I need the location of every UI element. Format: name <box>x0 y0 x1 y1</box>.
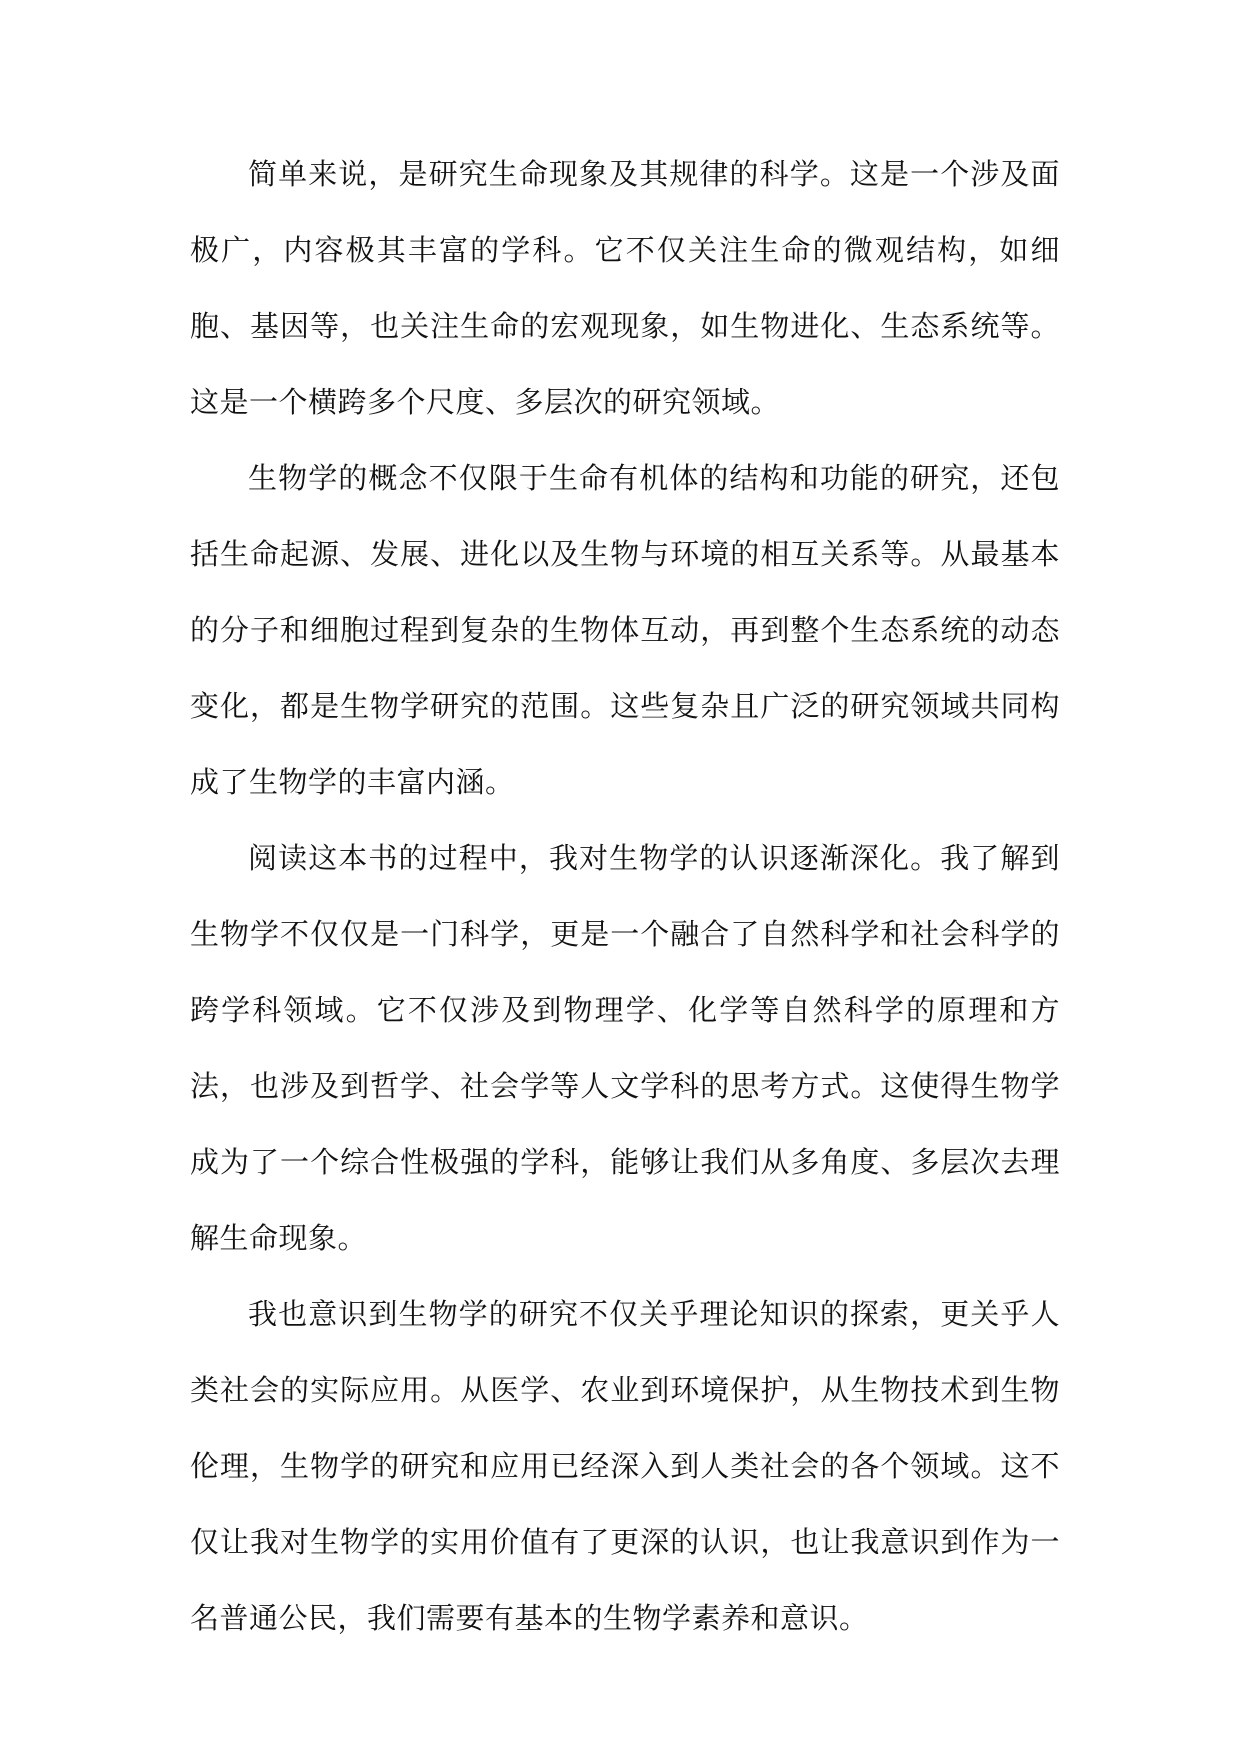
paragraph-3: 阅读这本书的过程中，我对生物学的认识逐渐深化。我了解到生物学不仅仅是一门科学，更是一个融合了自然科学和社会科学的跨学科领域。它不仅涉及到物理学、化学等自然科学的原理和方法，也涉及到哲学、社会学等人文学科的思考方式。这使得生物学成为了一个综合性极强的学科，能够让我们从多角度、多层次去理解生命现象。 <box>190 841 1060 1255</box>
document-body <box>190 136 1060 1656</box>
paragraph-4: 我也意识到生物学的研究不仅关乎理论知识的探索，更关乎人类社会的实际应用。从医学、农业到环境保护，从生物技术到生物伦理，生物学的研究和应用已经深入到人类社会的各个领域。这不仅让我对生物学的实用价值有了更深的认识，也让我意识到作为一名普通公民，我们需要有基本的生物学素养和意识。 <box>190 1297 1060 1635</box>
paragraph-2: 生物学的概念不仅限于生命有机体的结构和功能的研究，还包括生命起源、发展、进化以及生物与环境的相互关系等。从最基本的分子和细胞过程到复杂的生物体互动，再到整个生态系统的动态变化，都是生物学研究的范围。这些复杂且广泛的研究领域共同构成了生物学的丰富内涵。 <box>190 461 1060 799</box>
paragraph-1: 简单来说，是研究生命现象及其规律的科学。这是一个涉及面极广，内容极其丰富的学科。它不仅关注生命的微观结构，如细胞、基因等，也关注生命的宏观现象，如生物进化、生态系统等。这是一个横跨多个尺度、多层次的研究领域。 <box>190 157 1060 419</box>
